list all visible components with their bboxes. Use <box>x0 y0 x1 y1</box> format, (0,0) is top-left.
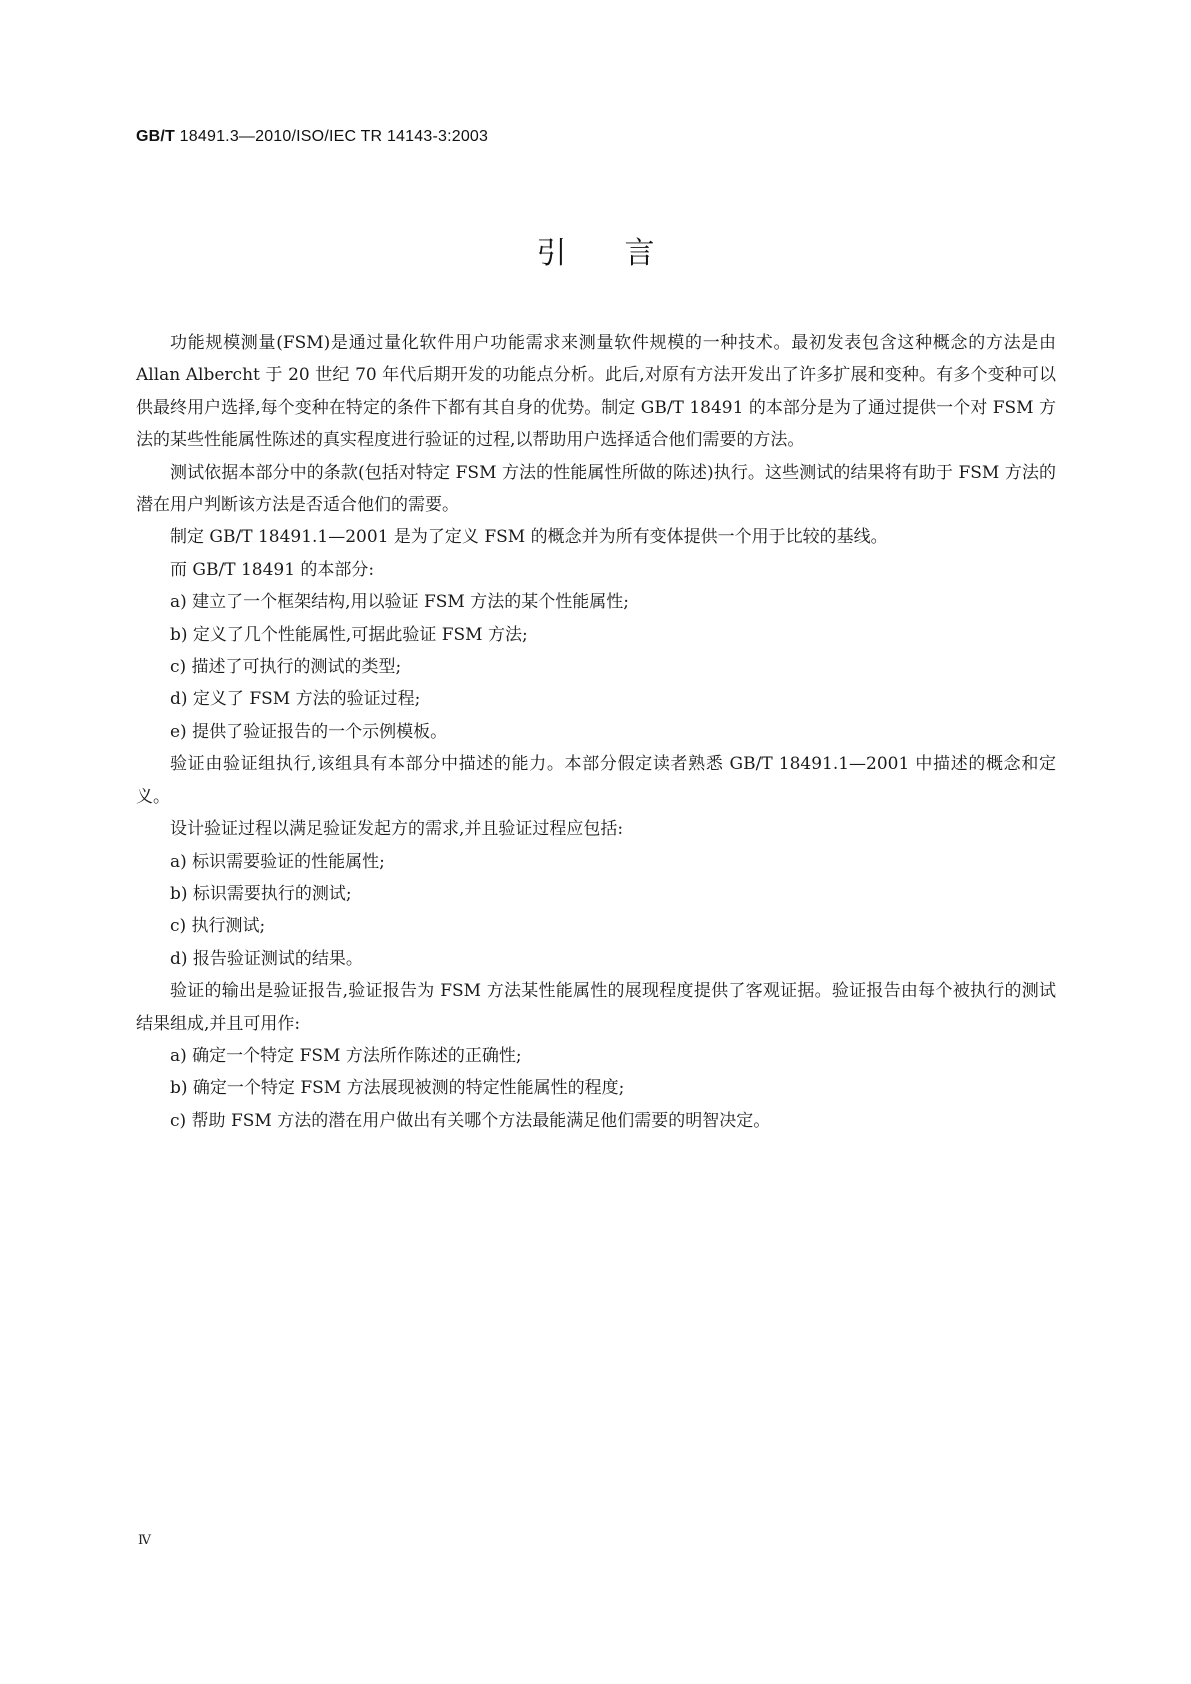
list-item: a) 标识需要验证的性能属性; <box>170 851 385 872</box>
list-item: c) 执行测试; <box>170 916 266 937</box>
standard-number-header <box>136 128 488 146</box>
paragraph: 设计验证过程以满足验证发起方的需求,并且验证过程应包括: <box>170 819 624 840</box>
paragraph: 而 GB/T 18491 的本部分: <box>170 559 375 580</box>
standard-prefix: GB/T <box>136 128 176 145</box>
list-item: d) 报告验证测试的结果。 <box>170 948 363 969</box>
page-title: 引言 <box>536 236 713 271</box>
body-text <box>136 327 1056 1137</box>
list-item: c) 描述了可执行的测试的类型; <box>170 657 402 678</box>
paragraph: 验证由验证组执行,该组具有本部分中描述的能力。本部分假定读者熟悉 GB/T 18491.1—2001 中描述的概念和定义。 <box>136 754 1056 807</box>
paragraph: 制定 GB/T 18491.1—2001 是为了定义 FSM 的概念并为所有变体提供一个用于比较的基线。 <box>170 527 888 548</box>
paragraph: 功能规模测量(FSM)是通过量化软件用户功能需求来测量软件规模的一种技术。最初发表包含这种概念的方法是由 Allan Albercht 于 20 世纪 70 年代后期开发的功能点分析。此后,对原有方法开发出了许多扩展和变种。有多个变种可以供最终用户选择,每个变种在特定的条件下都有其自身的优势。制定 GB/T 18491 的本部分是为了通过提供一个对 FSM 方法的某些性能属性陈述的真实程度进行验证的过程,以帮助用户选择适合他们需要的方法。 <box>136 333 1056 451</box>
list-item: d) 定义了 FSM 方法的验证过程; <box>170 689 421 710</box>
paragraph: 测试依据本部分中的条款(包括对特定 FSM 方法的性能属性所做的陈述)执行。这些测试的结果将有助于 FSM 方法的潜在用户判断该方法是否适合他们的需要。 <box>136 462 1056 516</box>
list-item: b) 标识需要执行的测试; <box>170 883 352 904</box>
page-number: Ⅳ <box>138 1533 151 1548</box>
list-item: e) 提供了验证报告的一个示例模板。 <box>170 721 448 742</box>
list-item: c) 帮助 FSM 方法的潜在用户做出有关哪个方法最能满足他们需要的明智决定。 <box>170 1110 771 1131</box>
list-item: a) 确定一个特定 FSM 方法所作陈述的正确性; <box>170 1045 522 1066</box>
list-item: b) 确定一个特定 FSM 方法展现被测的特定性能属性的程度; <box>170 1078 625 1099</box>
list-item: a) 建立了一个框架结构,用以验证 FSM 方法的某个性能属性; <box>170 592 629 613</box>
list-item: b) 定义了几个性能属性,可据此验证 FSM 方法; <box>170 624 528 645</box>
paragraph: 验证的输出是验证报告,验证报告为 FSM 方法某性能属性的展现程度提供了客观证据。验证报告由每个被执行的测试结果组成,并且可用作: <box>136 981 1056 1034</box>
standard-number: 18491.3—2010/ISO/IEC TR 14143-3:2003 <box>175 128 489 145</box>
